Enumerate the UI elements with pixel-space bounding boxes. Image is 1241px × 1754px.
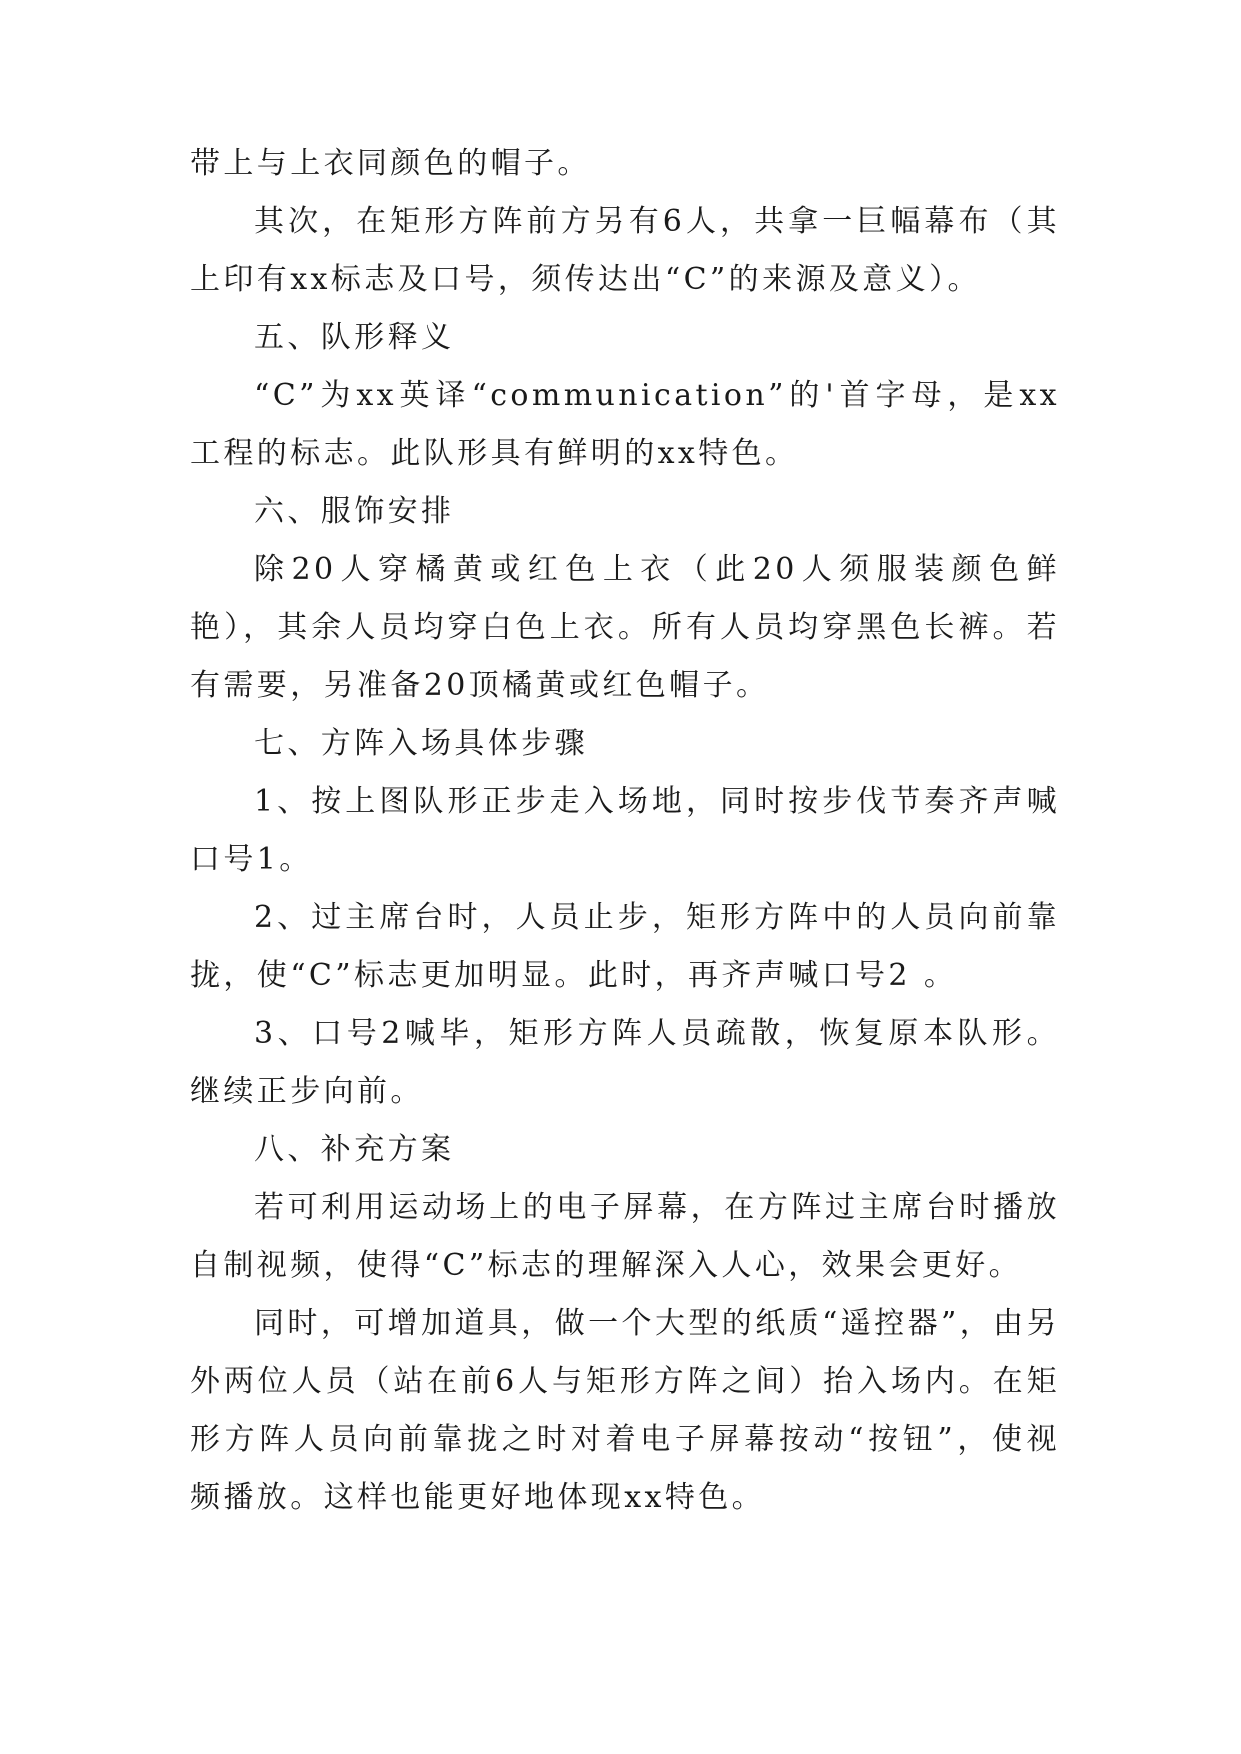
step-2: 2、过主席台时，人员止步，矩形方阵中的人员向前靠拢，使“C”标志更加明显。此时，再齐声喊口号2 。: [190, 900, 1060, 993]
paragraph-6: 同时，可增加道具，做一个大型的纸质“遥控器”，由另外两位人员（站在前6人与矩形方阵之间）抬入场内。在矩形方阵人员向前靠拢之时对着电子屏幕按动“按钮”，使视频播放。这样也能更好地体现xx特色。: [190, 1306, 1060, 1515]
section-heading-7: 七、方阵入场具体步骤: [254, 726, 588, 761]
paragraph-3: “C”为xx英译“communication”的'首字母，是xx工程的标志。此队形具有鲜明的xx特色。: [190, 378, 1060, 471]
paragraph-5: 若可利用运动场上的电子屏幕，在方阵过主席台时播放自制视频，使得“C”标志的理解深入人心，效果会更好。: [190, 1190, 1060, 1283]
paragraph-1: 带上与上衣同颜色的帽子。: [190, 146, 591, 181]
section-heading-8: 八、补充方案: [254, 1132, 455, 1167]
step-1: 1、按上图队形正步走入场地，同时按步伐节奏齐声喊口号1。: [190, 784, 1060, 877]
document-page: [190, 135, 1060, 1527]
section-heading-6: 六、服饰安排: [254, 494, 455, 529]
paragraph-2: 其次，在矩形方阵前方另有6人，共拿一巨幅幕布（其上印有xx标志及口号，须传达出“C”的来源及意义）。: [190, 204, 1060, 297]
paragraph-4: 除20人穿橘黄或红色上衣（此20人须服装颜色鲜艳），其余人员均穿白色上衣。所有人员均穿黑色长裤。若有需要，另准备20顶橘黄或红色帽子。: [190, 552, 1060, 703]
section-heading-5: 五、队形释义: [254, 320, 455, 355]
step-3: 3、口号2喊毕，矩形方阵人员疏散，恢复原本队形。继续正步向前。: [190, 1016, 1060, 1109]
